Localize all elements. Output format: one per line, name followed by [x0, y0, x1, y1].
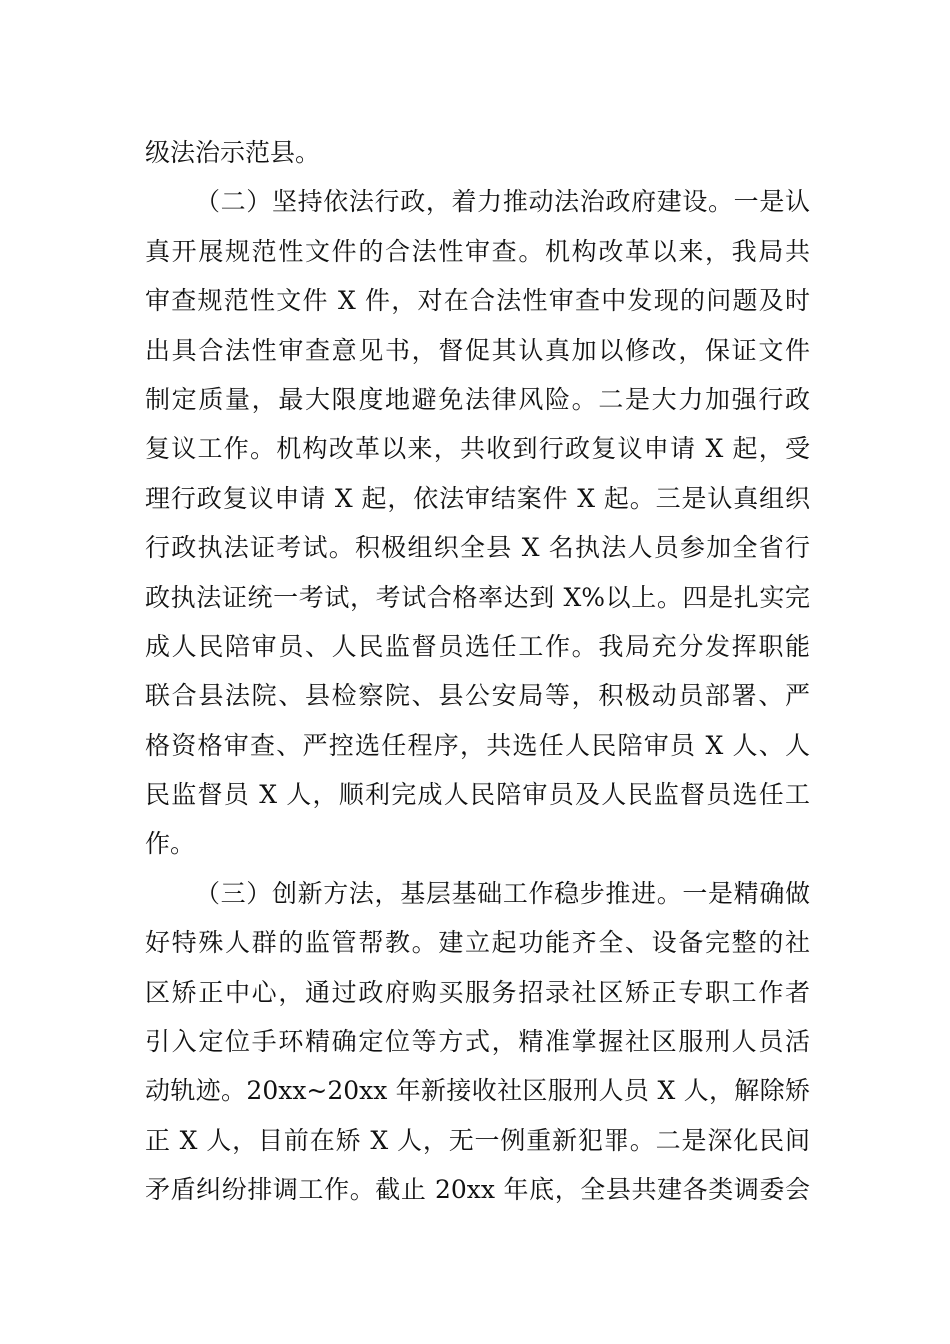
- text-line: 好特殊人群的监管帮教。建立起功能齐全、设备完整的社: [145, 928, 810, 958]
- text-line: （二）坚持依法行政，着力推动法治政府建设。一是认: [195, 187, 810, 217]
- text-line: 作。: [145, 829, 196, 859]
- text-line: 动轨迹。20xx~20xx 年新接收社区服刑人员 X 人，解除矫: [145, 1076, 810, 1106]
- text-line: 真开展规范性文件的合法性审查。机构改革以来，我局共: [145, 236, 810, 266]
- text-line: 审查规范性文件 X 件，对在合法性审查中发现的问题及时: [145, 286, 810, 316]
- text-line: 区矫正中心，通过政府购买服务招录社区矫正专职工作者: [145, 977, 810, 1007]
- text-line: 出具合法性审查意见书，督促其认真加以修改，保证文件: [145, 335, 810, 365]
- text-line: 正 X 人，目前在矫 X 人，无一例重新犯罪。二是深化民间: [145, 1125, 810, 1155]
- text-line: 理行政复议申请 X 起，依法审结案件 X 起。三是认真组织: [145, 483, 810, 513]
- text-line: 成人民陪审员、人民监督员选任工作。我局充分发挥职能: [145, 631, 810, 661]
- text-line: 政执法证统一考试，考试合格率达到 X%以上。四是扎实完: [145, 582, 810, 612]
- text-line: 级法治示范县。: [145, 138, 321, 167]
- text-line: 格资格审查、严控选任程序，共选任人民陪审员 X 人、人: [145, 730, 810, 760]
- text-line: 引入定位手环精确定位等方式，精准掌握社区服刑人员活: [145, 1027, 810, 1057]
- text-line: 矛盾纠纷排调工作。截止 20xx 年底，全县共建各类调委会: [145, 1175, 810, 1205]
- text-line: 行政执法证考试。积极组织全县 X 名执法人员参加全省行: [145, 533, 810, 563]
- text-line: 民监督员 X 人，顺利完成人民陪审员及人民监督员选任工: [145, 780, 810, 810]
- text-line: 复议工作。机构改革以来，共收到行政复议申请 X 起，受: [145, 434, 810, 464]
- body-text: [145, 128, 810, 1215]
- text-line: 制定质量，最大限度地避免法律风险。二是大力加强行政: [145, 384, 810, 414]
- text-line: 联合县法院、县检察院、县公安局等，积极动员部署、严: [145, 681, 810, 711]
- text-line: （三）创新方法，基层基础工作稳步推进。一是精确做: [195, 878, 810, 908]
